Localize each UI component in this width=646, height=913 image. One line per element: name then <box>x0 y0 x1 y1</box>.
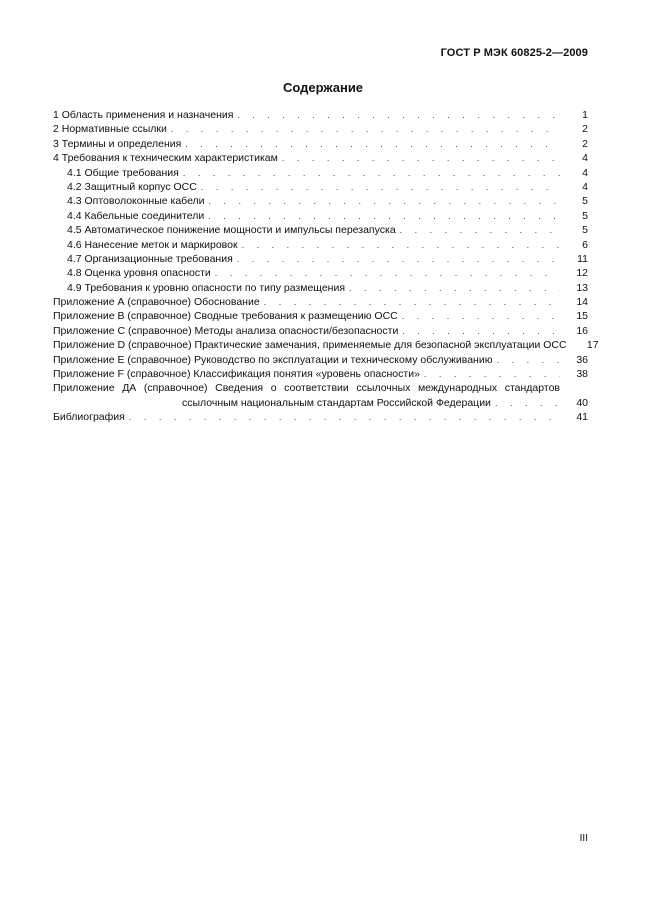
toc-entry[interactable] <box>53 367 588 381</box>
toc-leader <box>201 180 560 194</box>
toc-entry-annex-da[interactable] <box>53 381 588 410</box>
toc-entry-label: Приложение Е (справочное) Руководство по эксплуатации и техническому обслуживанию <box>53 353 493 366</box>
page-title: Содержание <box>282 80 364 95</box>
toc-leader <box>215 266 560 280</box>
toc-entry-label: 4 Требования к техническим характеристикам <box>53 152 278 165</box>
toc-leader <box>497 353 560 367</box>
toc-entry[interactable] <box>53 238 588 252</box>
toc-page-number: 2 <box>582 123 588 136</box>
toc-page-number: 1 <box>582 109 588 121</box>
toc-entry[interactable] <box>53 266 588 280</box>
toc-page-number: 5 <box>582 195 588 208</box>
toc-entry-label: 4.9 Требования к уровню опасности по типу размещения <box>67 281 346 294</box>
toc-entry[interactable] <box>53 151 588 165</box>
toc-page-number: 12 <box>576 267 588 280</box>
toc-page-number: 11 <box>577 252 588 265</box>
toc-entry[interactable] <box>53 338 599 352</box>
toc-page-number: 16 <box>576 324 588 337</box>
table-of-contents <box>53 108 599 425</box>
toc-entry-label: 4.3 Оптоволоконные кабели <box>67 195 205 208</box>
toc-leader <box>402 309 560 323</box>
toc-leader <box>237 108 560 122</box>
toc-page-number: 4 <box>582 152 588 165</box>
toc-entry[interactable] <box>53 194 588 208</box>
toc-leader <box>282 151 560 165</box>
document-header: ГОСТ Р МЭК 60825-2—2009 <box>440 47 588 59</box>
toc-entry[interactable] <box>53 209 588 223</box>
toc-leader <box>209 194 560 208</box>
toc-page-number: 6 <box>582 238 588 251</box>
toc-entry-label: Приложение А (справочное) Обоснование <box>53 296 260 309</box>
toc-entry[interactable] <box>53 295 588 309</box>
toc-entry[interactable] <box>53 309 588 323</box>
toc-page-number: 17 <box>586 339 599 352</box>
toc-leader <box>349 281 560 295</box>
toc-page-number: 14 <box>576 296 588 309</box>
toc-leader <box>264 295 560 309</box>
toc-page-number: 40 <box>576 396 588 409</box>
toc-entry[interactable] <box>53 122 588 136</box>
toc-page-number: 41 <box>576 411 588 424</box>
toc-entry-label: 4.6 Нанесение меток и маркировок <box>67 238 238 251</box>
toc-leader <box>424 367 560 381</box>
toc-page-number: 15 <box>576 310 588 323</box>
toc-page-number: 38 <box>576 368 588 381</box>
toc-entry-label: Приложение F (справочное) Классификация понятия «уровень опасности» <box>53 368 420 381</box>
toc-leader <box>185 137 560 151</box>
toc-page-number: 2 <box>582 137 588 150</box>
toc-entry-label: 3 Термины и определения <box>53 137 182 150</box>
toc-leader <box>237 252 560 266</box>
toc-entry-label: 4.5 Автоматическое понижение мощности и импульсы перезапуска <box>67 224 396 237</box>
toc-leader <box>495 396 560 410</box>
toc-entry[interactable] <box>53 137 588 151</box>
toc-entry-label: 4.4 Кабельные соединители <box>67 209 205 222</box>
toc-entry-label: Приложение В (справочное) Сводные требования к размещению ОСС <box>53 310 398 323</box>
toc-entry-label: 4.7 Организационные требования <box>67 252 233 265</box>
toc-entry[interactable] <box>53 223 588 237</box>
toc-entry-label: 4.2 Защитный корпус ОСС <box>67 180 197 193</box>
toc-leader <box>208 209 560 223</box>
toc-entry[interactable] <box>53 252 588 266</box>
toc-entry[interactable] <box>53 166 588 180</box>
toc-entry[interactable] <box>53 180 588 194</box>
toc-leader <box>129 410 560 424</box>
toc-entry[interactable] <box>53 324 588 338</box>
toc-page-number: 5 <box>582 209 588 222</box>
toc-leader <box>171 122 560 136</box>
toc-entry-label: 1 Область применения и назначения <box>53 109 234 121</box>
toc-page-number: 4 <box>582 166 588 179</box>
page-number: III <box>579 833 588 844</box>
toc-entry-label-continued: ссылочным национальным стандартам Российской Федерации <box>182 396 491 409</box>
toc-entry[interactable] <box>53 108 588 122</box>
toc-leader <box>242 238 560 252</box>
toc-entry[interactable] <box>53 353 588 367</box>
toc-page-number: 13 <box>576 281 588 294</box>
toc-leader <box>402 324 560 338</box>
toc-leader <box>400 223 560 237</box>
toc-page-number: 5 <box>582 224 588 237</box>
toc-page-number: 4 <box>582 180 588 193</box>
toc-page-number: 36 <box>576 353 588 366</box>
toc-entry-label: 2 Нормативные ссылки <box>53 123 167 136</box>
toc-entry-label: Приложение С (справочное) Методы анализа опасности/безопасности <box>53 324 399 337</box>
toc-entry-bibliography[interactable] <box>53 410 588 424</box>
toc-entry-label: Приложение D (справочное) Практические замечания, применяемые для безопасной эксплуатации ОСС <box>53 339 567 352</box>
toc-entry-label: 4.8 Оценка уровня опасности <box>67 267 211 280</box>
toc-leader <box>183 166 560 180</box>
toc-entry-label: Библиография <box>53 411 125 424</box>
toc-entry-label: 4.1 Общие требования <box>67 166 179 179</box>
toc-entry[interactable] <box>53 281 588 295</box>
toc-entry-label: Приложение ДА (справочное) Сведения о соответствии ссылочных международных стандартов <box>53 382 560 395</box>
